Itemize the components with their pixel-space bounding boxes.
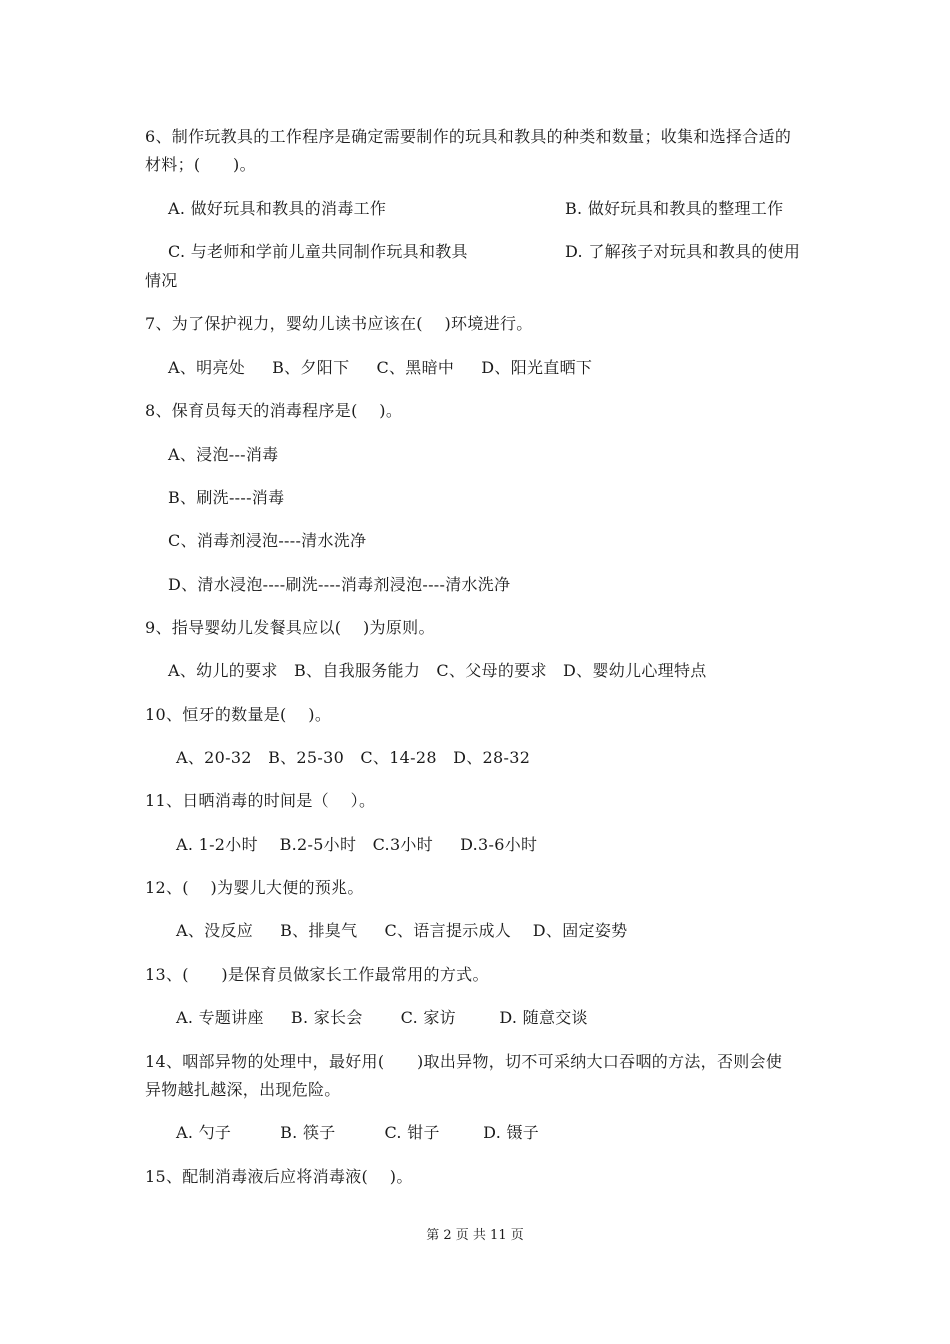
question-12-options: A、没反应 B、排臭气 C、语言提示成人 D、固定姿势 <box>176 921 628 940</box>
question-6-stem-line2: 材料；( )。 <box>145 155 256 174</box>
question-9-stem: 9、指导婴幼儿发餐具应以( )为原则。 <box>145 618 435 637</box>
question-7-options: A、明亮处 B、夕阳下 C、黑暗中 D、阳光直晒下 <box>168 358 593 377</box>
question-12-stem: 12、( )为婴儿大便的预兆。 <box>145 878 364 897</box>
question-8-option-b: B、刷洗----消毒 <box>168 488 285 507</box>
question-10-options: A、20-32 B、25-30 C、14-28 D、28-32 <box>176 748 531 767</box>
question-11-stem: 11、日晒消毒的时间是（ ）。 <box>145 791 376 810</box>
question-11-options: A. 1-2小时 B.2-5小时 C.3小时 D.3-6小时 <box>176 835 538 854</box>
question-13-stem: 13、( )是保育员做家长工作最常用的方式。 <box>145 965 489 984</box>
question-8-stem: 8、保育员每天的消毒程序是( )。 <box>145 401 403 420</box>
question-6-option-d-continued: 情况 <box>145 271 178 290</box>
question-15-stem: 15、配制消毒液后应将消毒液( )。 <box>145 1167 413 1186</box>
question-14-options: A. 勺子 B. 筷子 C. 钳子 D. 镊子 <box>176 1123 540 1142</box>
question-9-options: A、幼儿的要求 B、自我服务能力 C、父母的要求 D、婴幼儿心理特点 <box>168 661 707 680</box>
question-6-option-d: D. 了解孩子对玩具和教具的使用 <box>565 242 801 261</box>
question-8-option-d: D、清水浸泡----刷洗----消毒剂浸泡----清水洗净 <box>168 575 511 594</box>
page-footer: 第 2 页 共 11 页 <box>426 1228 524 1243</box>
question-13-options: A. 专题讲座 B. 家长会 C. 家访 D. 随意交谈 <box>176 1008 588 1027</box>
question-7-stem: 7、为了保护视力，婴幼儿读书应该在( )环境进行。 <box>145 314 533 333</box>
question-10-stem: 10、恒牙的数量是( )。 <box>145 705 332 724</box>
question-14-stem-line2: 异物越扎越深，出现危险。 <box>145 1080 341 1099</box>
question-8-option-c: C、消毒剂浸泡----清水洗净 <box>168 531 367 550</box>
question-6-option-b: B. 做好玩具和教具的整理工作 <box>565 199 784 218</box>
question-8-option-a: A、浸泡---消毒 <box>168 445 279 464</box>
question-6-option-c: C. 与老师和学前儿童共同制作玩具和教具 <box>168 242 468 261</box>
question-6-option-a: A. 做好玩具和教具的消毒工作 <box>168 199 387 218</box>
question-6-stem-line1: 6、制作玩教具的工作程序是确定需要制作的玩具和教具的种类和数量；收集和选择合适的 <box>145 127 792 146</box>
question-14-stem-line1: 14、咽部异物的处理中，最好用( )取出异物，切不可采纳大口吞咽的方法，否则会使 <box>145 1052 783 1071</box>
